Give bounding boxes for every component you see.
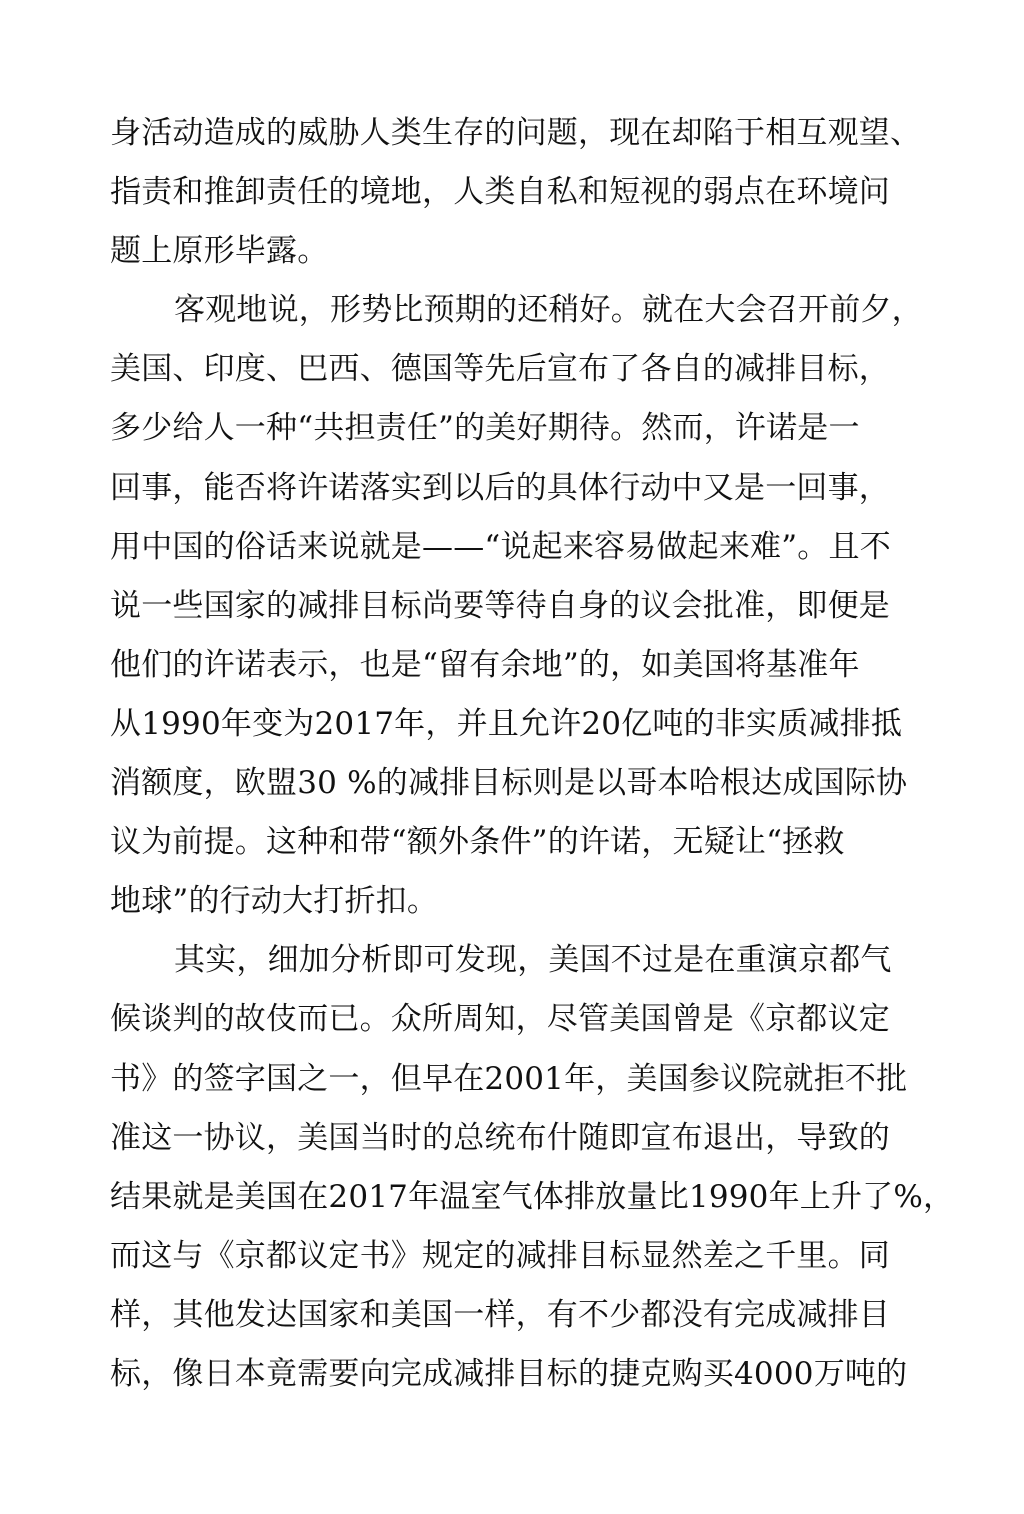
- text-line: 候谈判的故伎而已。众所周知，尽管美国曾是《京都议定: [110, 1001, 890, 1038]
- text-line: 说一些国家的减排目标尚要等待自身的议会批准，即便是: [110, 587, 890, 624]
- text-line: 标，像日本竟需要向完成减排目标的捷克购买4000万吨的: [110, 1355, 908, 1392]
- text-line: 指责和推卸责任的境地，人类自私和短视的弱点在环境问: [110, 174, 890, 211]
- text-line: 他们的许诺表示，也是“留有余地”的，如美国将基准年: [110, 646, 860, 683]
- paragraph-first-line: 其实，细加分析即可发现，美国不过是在重演京都气: [174, 942, 892, 979]
- text-line: 题上原形毕露。: [110, 233, 329, 270]
- text-line: 而这与《京都议定书》规定的减排目标显然差之千里。同: [110, 1237, 890, 1274]
- text-line: 从1990年变为2017年，并且允许20亿吨的非实质减排抵: [110, 705, 903, 742]
- text-line: 身活动造成的威胁人类生存的问题，现在却陷于相互观望、: [110, 115, 922, 151]
- text-line: 书》的签字国之一，但早在2001年，美国参议院就拒不批: [110, 1060, 908, 1097]
- text-line: 地球”的行动大打折扣。: [110, 883, 439, 920]
- paragraph-first-line: 客观地说，形势比预期的还稍好。就在大会召开前夕，: [174, 292, 923, 329]
- text-line: 消额度，欧盟30 %的减排目标则是以哥本哈根达成国际协: [110, 765, 908, 802]
- text-line: 议为前提。这种和带“额外条件”的许诺，无疑让“拯救: [110, 824, 845, 861]
- text-line: 用中国的俗话来说就是——“说起来容易做起来难”。且不: [110, 528, 891, 565]
- text-line: 结果就是美国在2017年温室气体排放量比1990年上升了%，: [110, 1178, 955, 1215]
- text-line: 美国、印度、巴西、德国等先后宣布了各自的减排目标，: [110, 351, 890, 388]
- body-text: [110, 104, 955, 1404]
- text-line: 准这一协议，美国当时的总统布什随即宣布退出，导致的: [110, 1119, 890, 1156]
- text-line: 多少给人一种“共担责任”的美好期待。然而，许诺是一: [110, 410, 860, 447]
- text-line: 样，其他发达国家和美国一样，有不少都没有完成减排目: [110, 1296, 890, 1333]
- text-line: 回事，能否将许诺落实到以后的具体行动中又是一回事，: [110, 469, 890, 506]
